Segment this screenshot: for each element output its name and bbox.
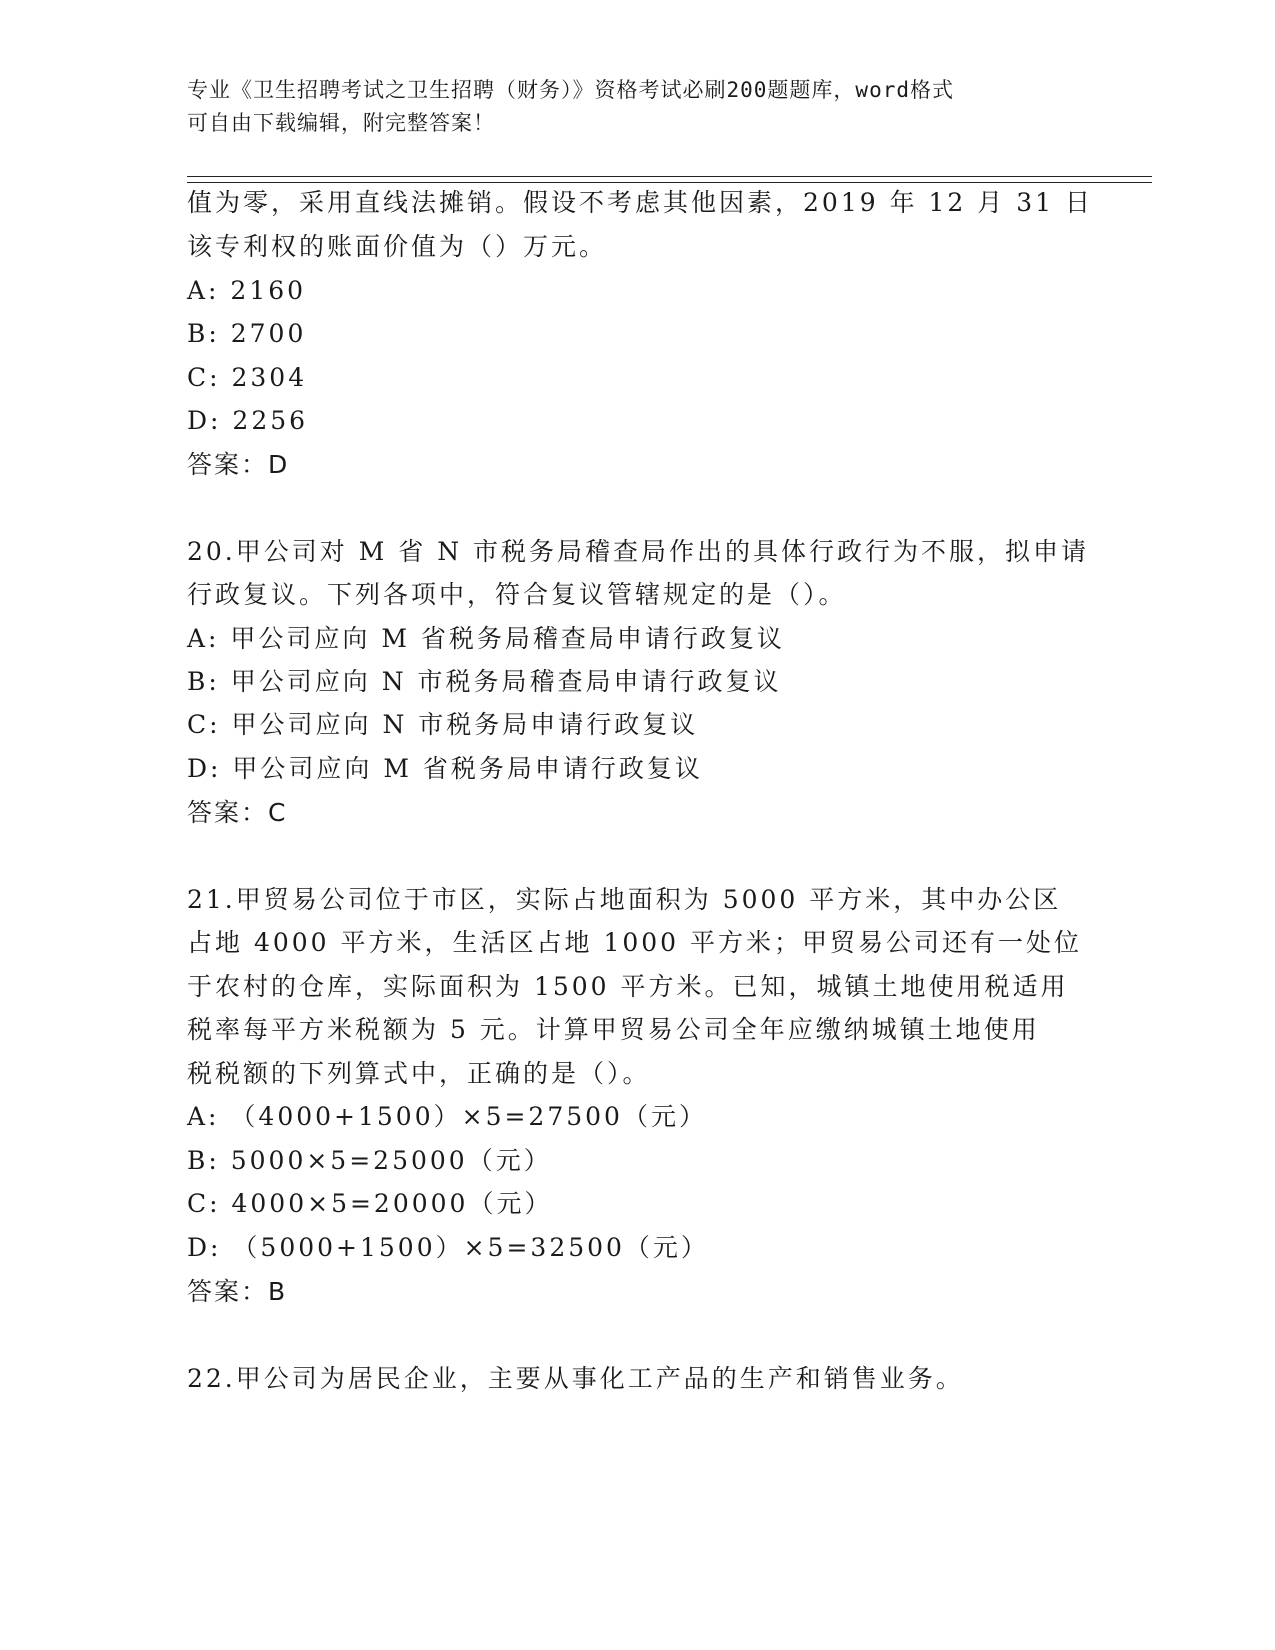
q20-option-a: A: 甲公司应向 M 省税务局稽查局申请行政复议 — [187, 624, 785, 653]
q20-option-d: D: 甲公司应向 M 省税务局申请行政复议 — [187, 754, 703, 783]
q20-stem-line-1: 20.甲公司对 M 省 N 市税务局稽查局作出的具体行政行为不服，拟申请 — [187, 537, 1090, 566]
q21-stem-line-3: 于农村的仓库，实际面积为 1500 平方米。已知，城镇土地使用税适用 — [187, 972, 1069, 1001]
q21-stem-line-2: 占地 4000 平方米，生活区占地 1000 平方米；甲贸易公司还有一处位 — [187, 928, 1083, 957]
q20-option-b: B: 甲公司应向 N 市税务局稽查局申请行政复议 — [187, 667, 782, 696]
q20-answer: 答案：C — [187, 798, 288, 827]
q19-stem-line-1: 值为零，采用直线法摊销。假设不考虑其他因素，2019 年 12 月 31 日 — [187, 188, 1093, 217]
q19-option-a: A: 2160 — [187, 276, 307, 305]
q21-option-d: D: （5000+1500）×5=32500（元） — [187, 1233, 709, 1262]
q21-stem-line-1: 21.甲贸易公司位于市区，实际占地面积为 5000 平方米，其中办公区 — [187, 885, 1062, 914]
header-divider-bottom — [187, 182, 1152, 183]
q19-option-c: C: 2304 — [187, 363, 308, 392]
q20-stem-line-2: 行政复议。下列各项中，符合复议管辖规定的是（）。 — [187, 580, 847, 609]
q21-option-b: B: 5000×5=25000（元） — [187, 1146, 552, 1175]
q19-option-d: D: 2256 — [187, 406, 309, 435]
q21-option-c: C: 4000×5=20000（元） — [187, 1189, 553, 1218]
q19-stem-line-2: 该专利权的账面价值为（）万元。 — [187, 232, 608, 261]
q21-answer: 答案：B — [187, 1277, 288, 1306]
header-divider-top — [187, 176, 1152, 177]
header-line-1: 专业《卫生招聘考试之卫生招聘（财务）》资格考试必刷200题题库，word格式 — [187, 78, 954, 102]
q19-answer: 答案：D — [187, 450, 290, 479]
header-line-2: 可自由下载编辑，附完整答案！ — [187, 111, 495, 135]
q21-stem-line-4: 税率每平方米税额为 5 元。计算甲贸易公司全年应缴纳城镇土地使用 — [187, 1015, 1040, 1044]
q21-option-a: A: （4000+1500）×5=27500（元） — [187, 1102, 707, 1131]
q20-option-c: C: 甲公司应向 N 市税务局申请行政复议 — [187, 710, 699, 739]
q21-stem-line-5: 税税额的下列算式中，正确的是（）。 — [187, 1059, 651, 1088]
q22-stem-line-1: 22.甲公司为居民企业，主要从事化工产品的生产和销售业务。 — [187, 1364, 964, 1393]
document-header — [187, 74, 1087, 140]
q19-option-b: B: 2700 — [187, 319, 307, 348]
